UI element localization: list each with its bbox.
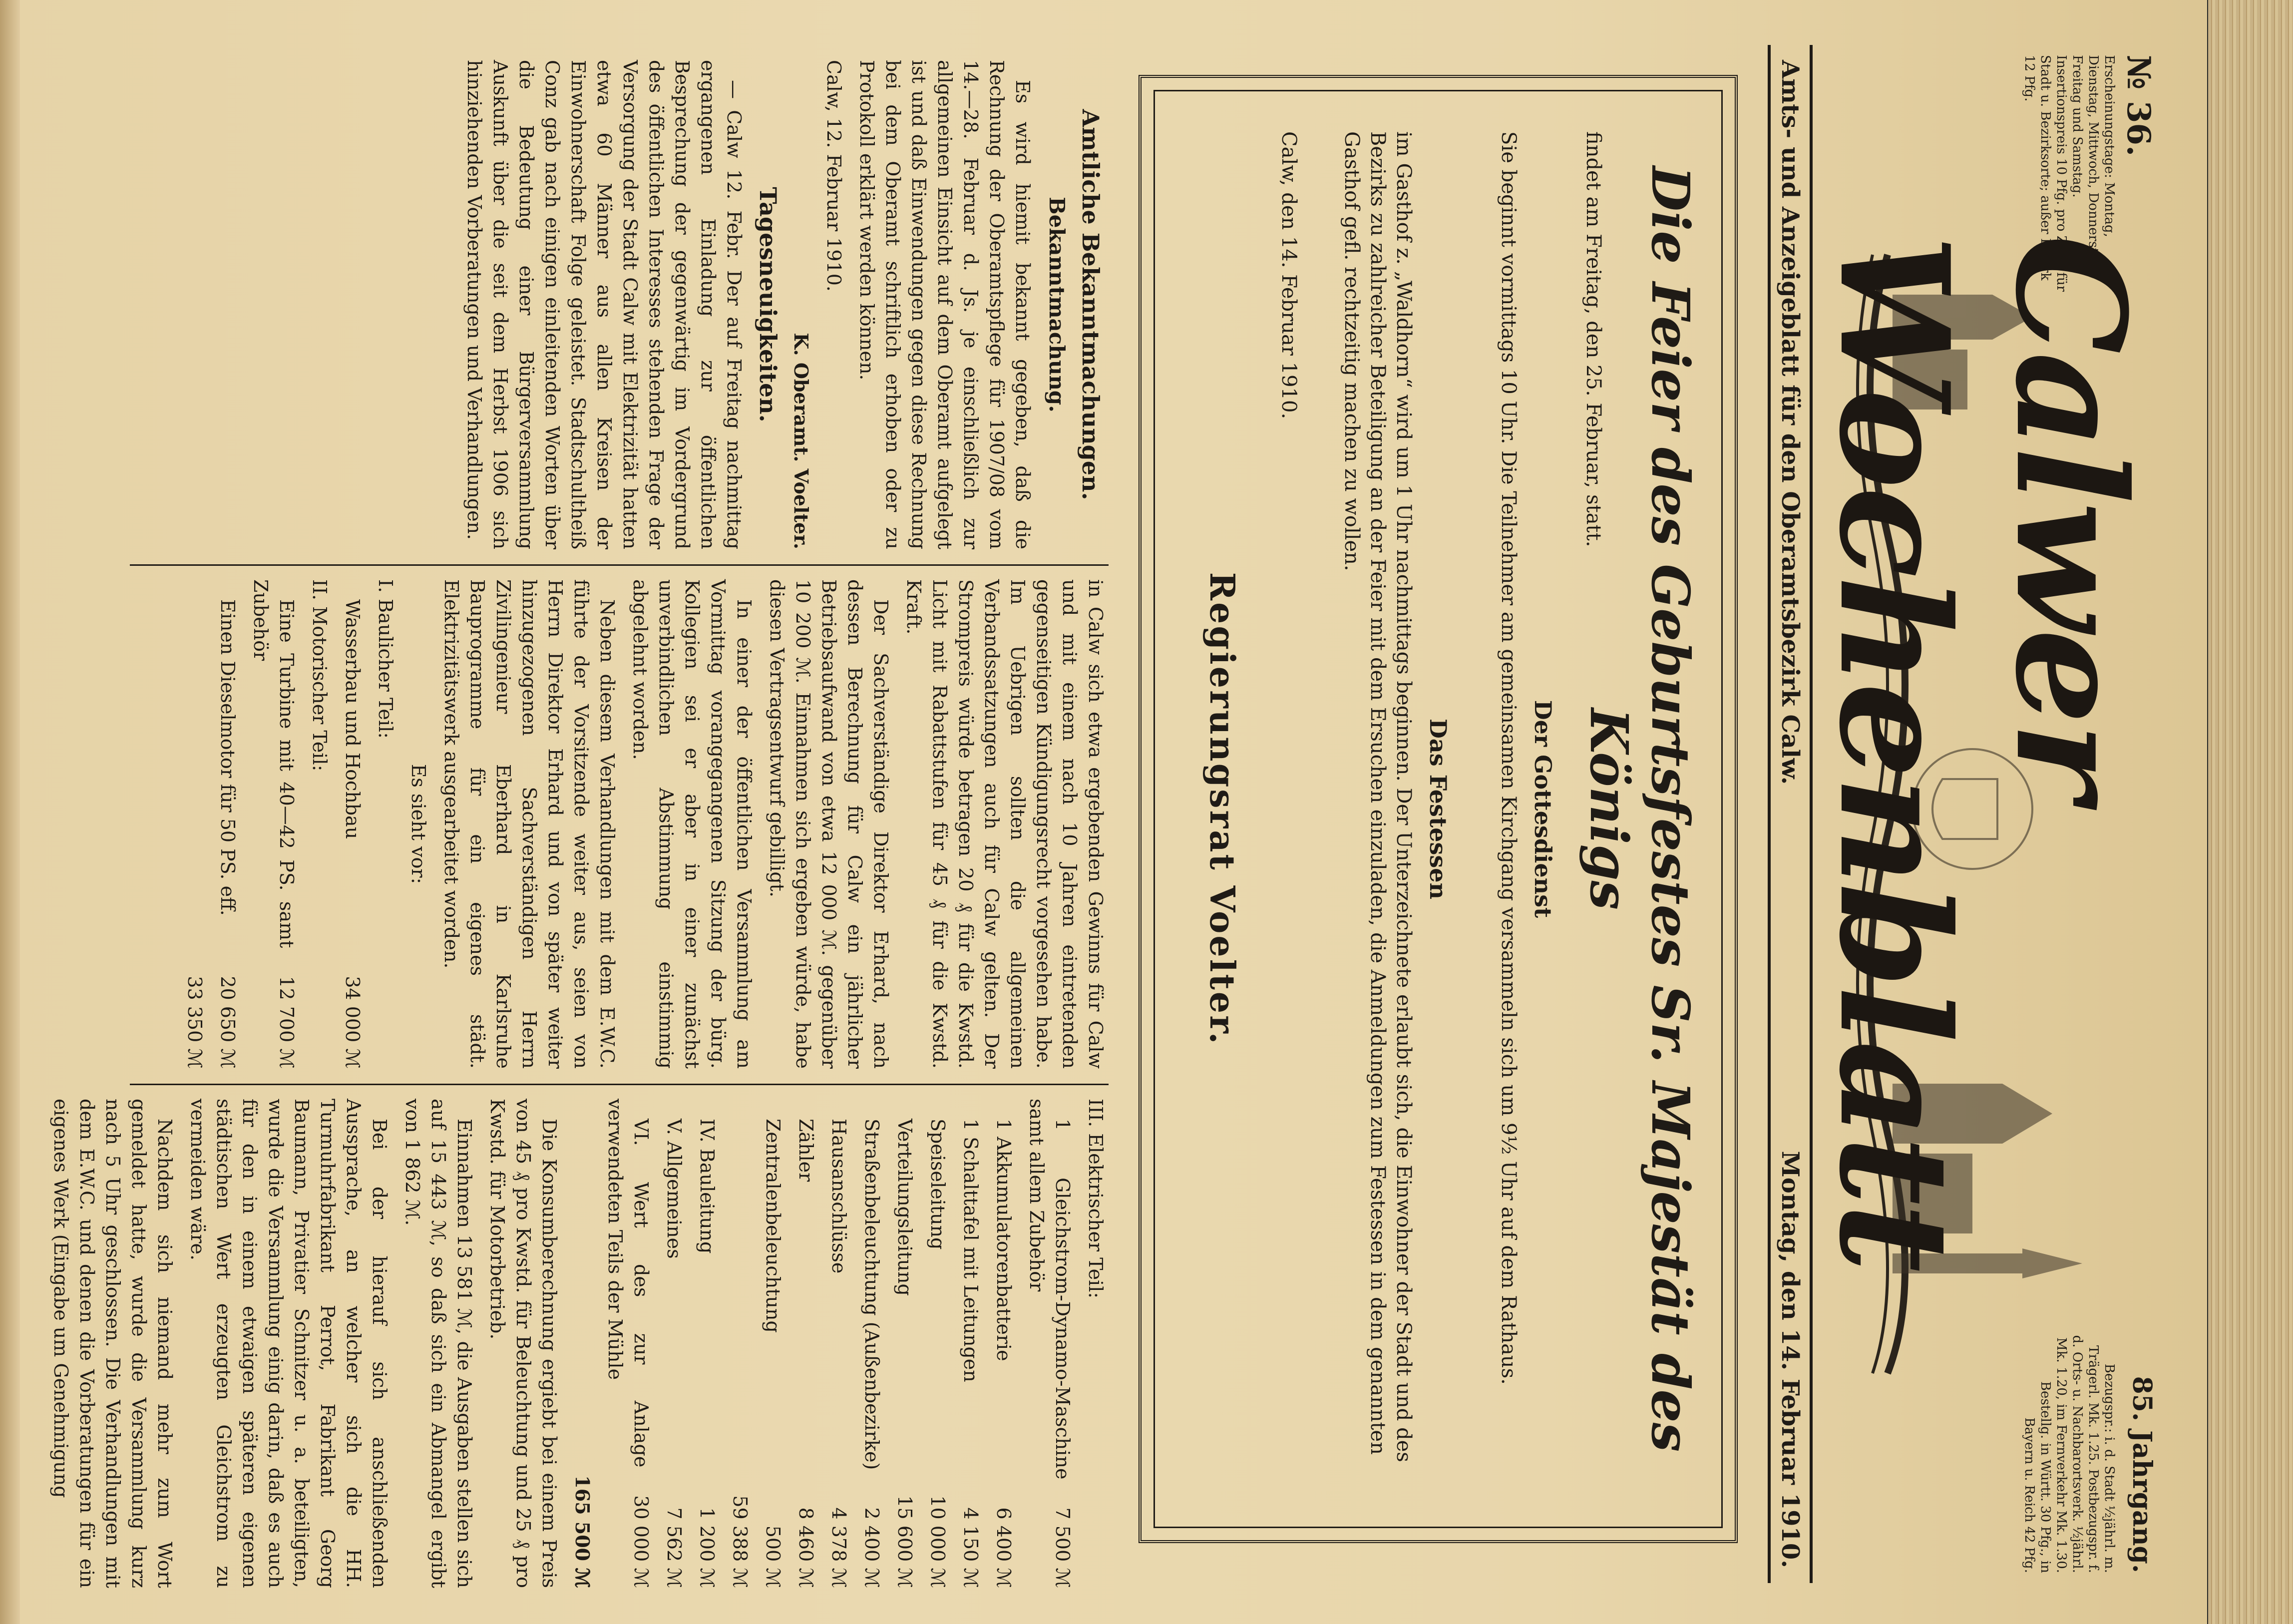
article-paragraph-4: Neben diesem Verhandlungen mit dem E.W.C. führte der Vorsitzende weiter aus, seien von Herrn Direktor Erhard und von später weiter hinzugezogenen Sachverständigen Herrn Zivilingenieur Eberhard in Karlsruhe Bauprogramme für ein eigenes städt. Elektrizitätswerk ausgearbeitet worden.	[440, 579, 618, 1069]
page-edges	[2208, 0, 2293, 1624]
program-intro: Es sieht vor:	[407, 764, 429, 884]
column-rule-1	[130, 564, 1109, 566]
program-section-4: IV. Bauleitung 1 200 ℳ	[696, 1119, 718, 1588]
issue-number: № 36.	[2120, 55, 2157, 157]
subtitle-band	[1768, 45, 1813, 1583]
electrical-item: Verteilungsleitung 15 600 ℳ	[894, 1119, 916, 1588]
program-subtotal: 33 350 ℳ	[184, 976, 206, 1069]
notice-signature: K. Oberamt. Voelter.	[790, 333, 812, 549]
announcement-heading: Die Feier des Geburtsfestes Sr. Majestät des Königs	[1578, 166, 1701, 1452]
program-section-5: V. Allgemeines 7 562 ℳ	[663, 1119, 685, 1588]
article-continuation-1: in Calw sich etwa ergebenden Gewinns für Calw und mit einem nach 10 Jahren eintretenden gegenseitigen Kündigungsrecht vorgesehen habe. Im Uebrigen sollten die allgemeinen Verbandssatzungen auch für Calw gelten. Der Strompreis würde betragen 20 ₰ für die Kwstd. Licht mit Rabattstufen für 45 ₰ für die Kwstd. Kraft.	[903, 579, 1107, 1069]
program-total: 165 500 ℳ	[571, 1475, 594, 1588]
subscription-info: Bezugspr.: i. d. Stadt ½jährl. m. Trägerl. Mk. 1.25. Postbezugspr. f. d. Orts- u. Nachbarortsverk. ½jährl. Mk. 1.20, im Fernverkehr Mk. 1.30. Bestellg. in Württ. 30 Pfg., in Bayern u. Reich 42 Pfg.	[2022, 1335, 2117, 1573]
column-rule-2	[130, 1084, 1109, 1085]
program-item: Wasserbau und Hochbau 34 000 ℳ	[342, 599, 364, 1069]
electrical-item: Zähler 8 460 ℳ	[795, 1119, 817, 1588]
electrical-item: 1 Schalttafel mit Leitungen 4 150 ℳ	[960, 1119, 982, 1588]
newspaper-title: Calwer Wochenblatt	[1806, 235, 2159, 1270]
column-3	[50, 1099, 1109, 1588]
electrical-item: Hausanschlüsse 4 378 ℳ	[828, 1119, 850, 1588]
notice-heading: Bekanntmachung.	[1045, 197, 1069, 412]
newspaper-subtitle: Amts- und Anzeigeblatt für den Oberamtsbezirk Calw.	[1776, 60, 1804, 785]
notice-date: Calw, 12. Februar 1910.	[823, 60, 845, 292]
announcement-signature: Regierungsrat Voelter.	[1202, 572, 1242, 1046]
news-heading: Tagesneuigkeiten.	[755, 187, 781, 422]
news-article-text: — Calw 12. Febr. Der auf Freitag nachmittag ergangenen Einladung zur öffentlichen Besprechung der gegenwärtig im Vordergrund des öffentlichen Interesses stehenden Frage der Versorgung der Stadt Calw mit Elektrizität hatten etwa 60 Männer aus allen Kreisen der Einwohnerschaft Folge geleistet. Stadtschultheiß Conz gab nach einigen einleitenden Worten über die Bedeutung einer Bürgerversammlung Auskunft über die seit dem Herbst 1906 sich hinziehenden Vorberatungen und Verhandlungen.	[463, 60, 745, 549]
book-binding	[0, 0, 20, 1624]
announcement-subhead-dinner: Das Festessen	[1425, 719, 1452, 899]
notice-text: Es wird hiemit bekannt gegeben, daß die Rechnung der Oberamtspflege für 1907/08 vom 14.—28. Februar d. Js. je einschließlich zur allgemeinen Einsicht auf dem Oberamt aufgelegt ist und daß Einwendungen gegen diese Rechnung bei dem Oberamt schriftlich erhoben oder zu Protokoll erklärt werden können.	[856, 60, 1034, 549]
electrical-item: 1 Gleichstrom-Dynamo-Maschine samt allem Zubehör 7 500 ℳ	[1026, 1099, 1074, 1588]
column-2	[130, 579, 1109, 1069]
electrical-item: Zentralenbeleuchtung 500 ℳ	[762, 1119, 784, 1588]
article-paragraph-2: Der Sachverständige Direktor Erhard, nach dessen Berechnung für Calw ein jährlicher Betriebsaufwand von etwa 12 000 ℳ. gegenüber 10 200 ℳ. Einnahmen sich ergeben würde, habe diesen Vertragsentwurf gebilligt.	[766, 579, 892, 1069]
issue-date: Montag, den 14. Februar 1910.	[1776, 1151, 1804, 1568]
program-section-2: II. Motorischer Teil:	[309, 579, 331, 772]
publication-info: Erscheinungstage: Montag, Dienstag, Mittwoch, Donnerstag, Freitag und Samstag. Insertionspreis 10 Pfg. pro Zeile für Stadt u. Bezirksorte; außer Bezirk 12 Pfg.	[2022, 55, 2117, 292]
program-section-3: III. Elektrischer Teil:	[1085, 1099, 1107, 1299]
electrical-item: Straßenbeleuchtung (Außenbezirke) 2 400 ℳ	[861, 1119, 883, 1588]
announcement-inner-frame	[1153, 90, 1723, 1528]
column-1	[130, 60, 1109, 549]
announcement-date-line: findet am Freitag, den 25. Februar, statt.	[1582, 131, 1605, 547]
electrical-item: 1 Akkumulatorenbatterie 6 400 ℳ	[993, 1119, 1015, 1588]
volume-year: 85. Jahrgang.	[2127, 1376, 2157, 1573]
program-section-6: VI. Wert des zur Anlage verwendeten Teils der Mühle 30 000 ℳ	[604, 1099, 652, 1588]
announcement-service-text: Sie beginnt vormittags 10 Uhr. Die Teilnehmer am gemeinsamen Kirchgang versammeln sich um 9½ Uhr auf dem Rathaus.	[1497, 131, 1520, 1385]
article-paragraph-3: In einer der öffentlichen Versammlung am Vormittag vorangegangenen Sitzung der bürg. Kollegien sei er aber in einer zunächst unverbindlichen Abstimmung einstimmig abgelehnt worden.	[629, 579, 755, 1069]
program-item: Eine Turbine mit 40—42 PS. samt Zubehör 12 700 ℳ	[250, 579, 298, 1069]
announcement-place-date: Calw, den 14. Februar 1910.	[1277, 131, 1300, 419]
program-subtotal-3: 59 388 ℳ	[729, 1495, 751, 1588]
electrical-items-list	[760, 1099, 1076, 1588]
announcement-subhead-service: Der Gottesdienst	[1529, 700, 1556, 918]
announcement-dinner-text: im Gasthof z. „Waldhorn“ wird um 1 Uhr nachmittags beginnen. Der Unterzeichnete erlaubt sich, die Einwohner der Stadt und des Bezirks zu zahlreicher Beteiligung an der Feier mit dem Ersuchen einzuladen, die Anmeldungen zum Festessen in dem genannten Gasthof gefl. rechtzeitig machen zu wollen.	[1340, 131, 1415, 1462]
program-section-1: I. Baulicher Teil:	[375, 579, 396, 739]
masthead	[1753, 45, 2162, 1583]
discussion-paragraph: Bei der hierauf sich anschließenden Aussprache, an welcher sich die HH. Turmuhrfabrikant Perrot, Fabrikant Georg Baumann, Privatier Schnitzer u. a. beteiligten, wurde die Versammlung einig darin, daß es auch für den in einem etwaigen späteren eigenen städtischen Wert erzeugten Gleichstrom zu vermeiden wäre.	[187, 1099, 390, 1588]
announcement-box	[1139, 75, 1738, 1543]
electrical-item: Speiseleitung 10 000 ℳ	[927, 1119, 949, 1588]
masthead-title-wrap	[1806, 235, 2159, 1393]
consumption-paragraph: Die Konsumberechnung ergiebt bei einem Preis von 45 ₰ pro Kwstd. für Beleuchtung und 25 ₰ pro Kwstd. für Motorbetrieb.	[486, 1099, 560, 1588]
income-paragraph: Einnahmen 13 581 ℳ, die Ausgaben stellen sich auf 15 443 ℳ, so daß sich ein Abmangel ergibt von 1 862 ℳ.	[401, 1099, 475, 1588]
official-notices-heading: Amtliche Bekanntmachungen.	[1077, 109, 1104, 500]
rotated-newspaper-page	[50, 30, 2177, 1598]
closing-paragraph: Nachdem sich niemand mehr zum Wort gemeldet hatte, wurde die Versammlung kurz nach 5 Uhr geschlossen. Die Verhandlungen mit dem E.W.C. und denen die Vorberatungen für ein eigenes Werk (Eingabe um Genehmigung	[50, 1099, 176, 1588]
program-item: Einen Dieselmotor für 50 PS. eff. 20 650 ℳ	[217, 599, 239, 1069]
